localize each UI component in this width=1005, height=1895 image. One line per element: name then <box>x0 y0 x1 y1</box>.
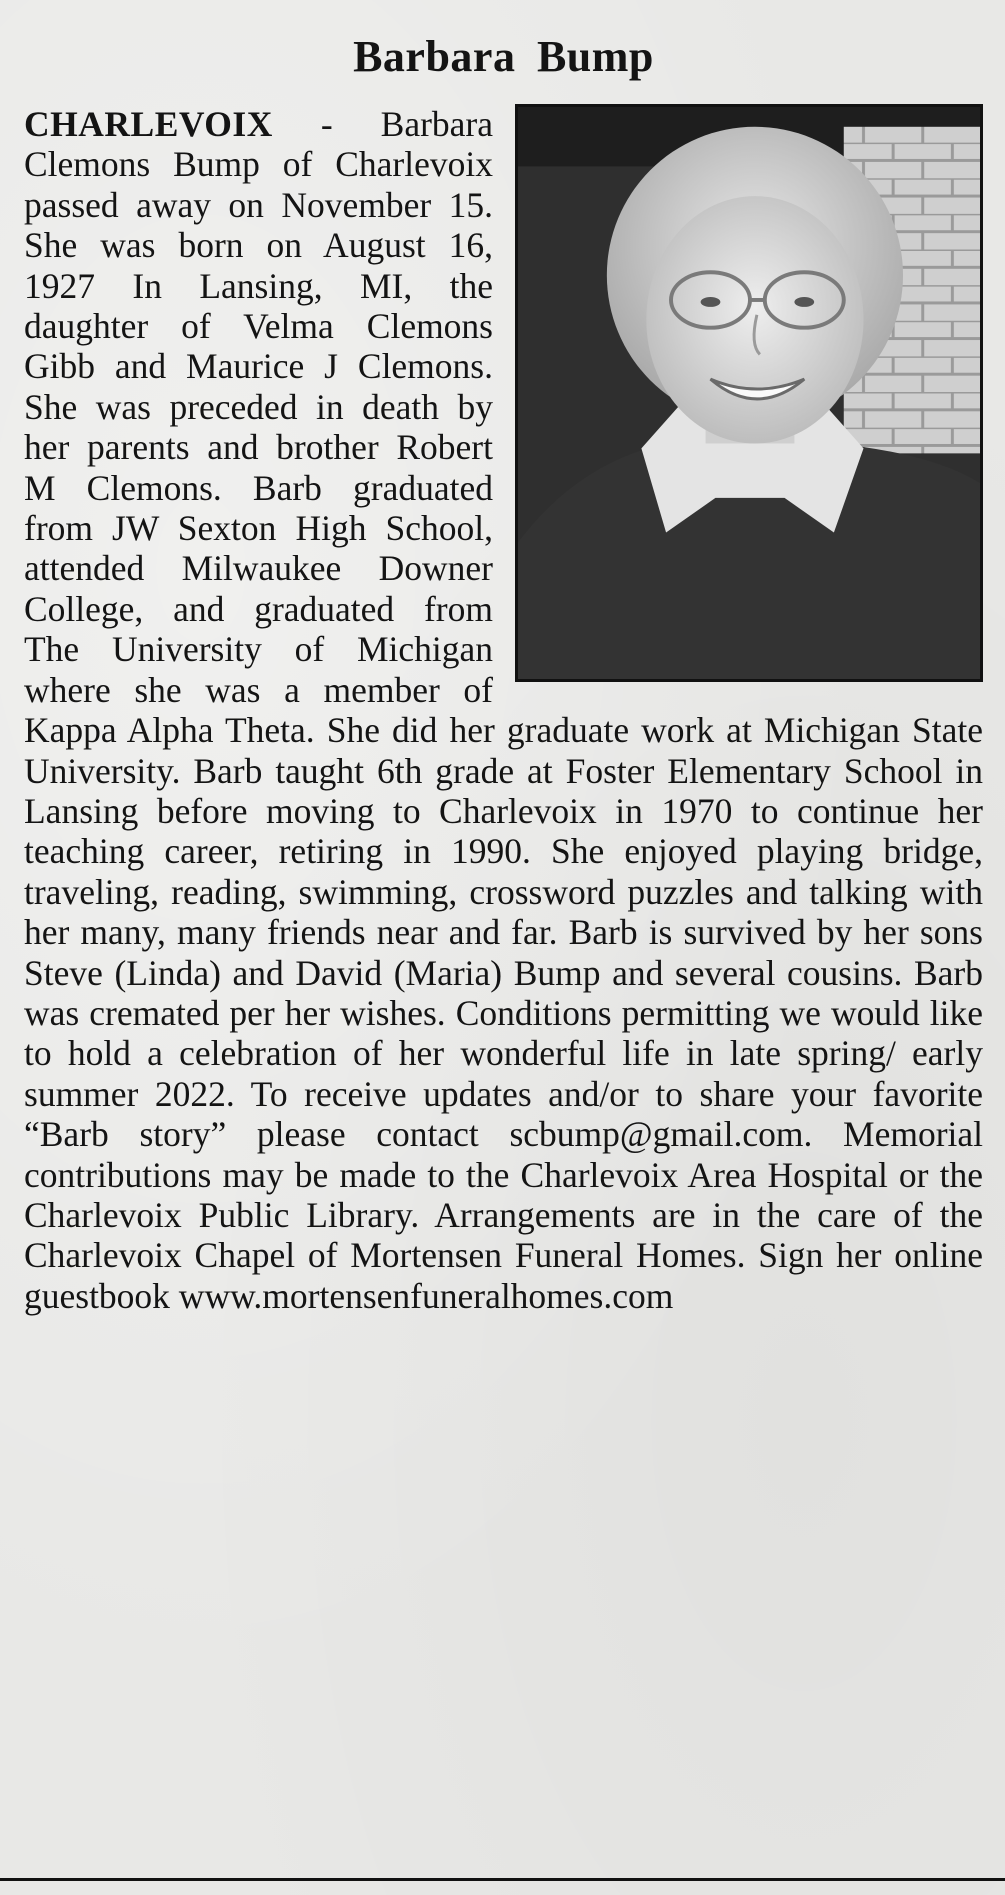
obituary-title: Barbara Bump <box>353 32 654 81</box>
portrait-photo-icon <box>518 107 980 679</box>
obituary-text: - Barbara Clemons Bump of Charlevoix passed away on November 15. She was born on August 16, 1927 In Lansing, MI, the daughter of Velma Clemons Gibb and Maurice J Clemons. She was preceded in death by her parents and brother Robert M Clemons. Barb graduated from JW Sexton High School, attended Milwaukee Downer College, and graduated from The University of Michigan where she was a member of Kappa Alpha Theta. She did her graduate work at Michigan State University. Barb taught 6th grade at Foster Elementary School in Lansing before moving to Charlevoix in 1970 to continue her teaching career, retiring in 1990. She enjoyed playing bridge, traveling, reading, swimming, crossword puzzles and talking with her many, many friends near and far. Barb is survived by her sons Steve (Linda) and David (Maria) Bump and several cousins. Barb was cremated per her wishes. Conditions permitting we would like to hold a celebration of her wonderful life in late spring/ early summer 2022. To receive updates and/or to share your favorite “Barb story” please contact scbump@gmail.com. Memorial contributions may be made to the Charlevoix Area Hospital or the Charlevoix Public Library. Arrangements are in the care of the Charlevoix Chapel of Mortensen Funeral Homes. Sign her online guestbook www.mortensenfuneralhomes.com <box>24 104 983 1316</box>
dateline: CHARLEVOIX <box>24 104 273 144</box>
portrait-photo <box>515 104 983 682</box>
bottom-rule <box>0 1878 1005 1881</box>
